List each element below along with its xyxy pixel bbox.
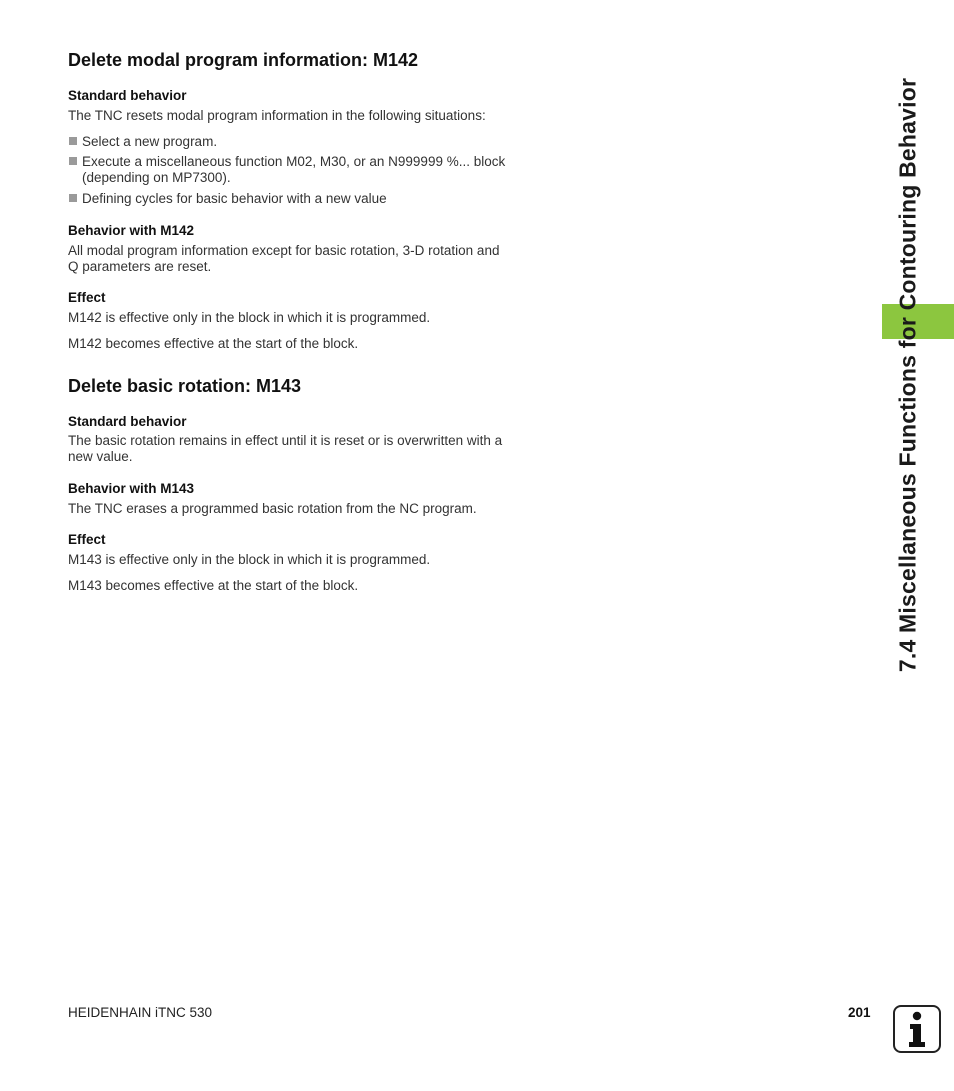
paragraph: The TNC erases a programmed basic rotation from the NC program. <box>68 501 477 516</box>
paragraph: M143 is effective only in the block in which it is programmed. <box>68 552 431 567</box>
paragraph: M142 becomes effective at the start of the block. <box>68 336 359 351</box>
list-item: Defining cycles for basic behavior with a new value <box>68 191 522 207</box>
heading-behavior-with-m143: Behavior with M143 <box>68 481 195 496</box>
section-title-m143: Delete basic rotation: M143 <box>68 376 302 396</box>
paragraph: M143 becomes effective at the start of the block. <box>68 578 359 593</box>
paragraph: All modal program information except for basic rotation, 3-D rotation and Q parameters are reset. <box>68 243 500 274</box>
heading-standard-behavior-m143: Standard behavior <box>68 414 187 429</box>
chapter-side-title: 7.4 Miscellaneous Functions for Contouring Behavior <box>894 77 921 673</box>
list-item: Execute a miscellaneous function M02, M30, or an N999999 %... block (depending on MP7300). <box>68 154 522 186</box>
heading-effect-m142: Effect <box>68 290 106 305</box>
paragraph: M142 is effective only in the block in which it is programmed. <box>68 310 431 325</box>
paragraph: The basic rotation remains in effect until it is reset or is overwritten with a new value. <box>68 433 503 464</box>
heading-behavior-with-m142: Behavior with M142 <box>68 223 195 238</box>
heading-effect-m143: Effect <box>68 532 106 547</box>
info-icon <box>893 1005 941 1053</box>
page-number: 201 <box>848 1005 871 1020</box>
heading-standard-behavior-m142: Standard behavior <box>68 88 187 103</box>
section-title-m142: Delete modal program information: M142 <box>68 50 419 70</box>
list-item: Select a new program. <box>68 134 522 150</box>
footer-product-name: HEIDENHAIN iTNC 530 <box>68 1005 213 1020</box>
paragraph: The TNC resets modal program information in the following situations: <box>68 108 486 123</box>
